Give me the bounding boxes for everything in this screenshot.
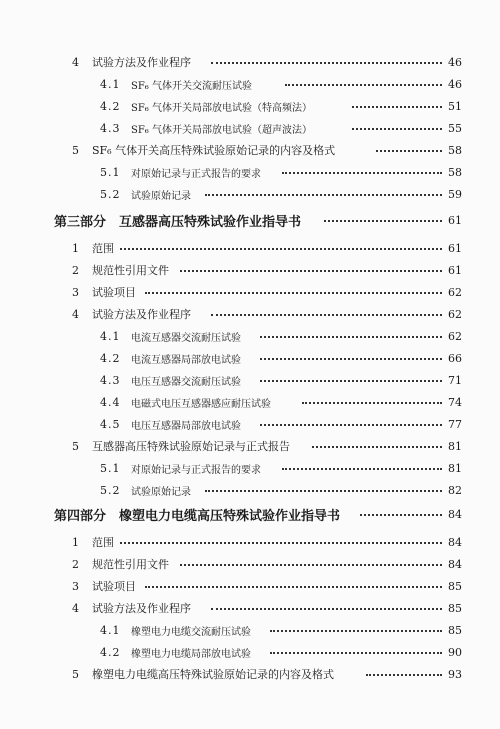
toc-entry [0,480,500,500]
part-heading [0,210,500,230]
dot-leader [205,192,442,196]
section-title: 对原始记录与正式报告的要求 [131,464,261,476]
page-number: 81 [448,439,462,453]
toc-entry [0,96,500,116]
dot-leader [120,540,442,544]
toc-entry [0,184,500,204]
toc-entry [0,436,500,456]
section-number: 4.3 [100,121,121,135]
section-number: 5 [72,667,79,681]
page-number: 46 [448,77,462,91]
dot-leader [120,246,442,250]
section-number: 5 [72,143,79,157]
section-number: 4.3 [100,373,121,387]
section-number: 3 [72,285,79,299]
dot-leader [360,512,442,516]
dot-leader [270,628,442,632]
page-number: 61 [448,263,462,277]
dot-leader [352,104,442,108]
section-number: 4 [72,601,79,615]
page-number: 84 [448,557,462,571]
page-number: 81 [448,461,462,475]
dot-leader [211,60,442,64]
page-number: 51 [448,99,462,113]
section-title: 电流互感器交流耐压试验 [131,332,241,344]
section-title: 橡塑电力电缆高压特殊试验原始记录的内容及格式 [92,668,334,681]
dot-leader [302,400,442,404]
dot-leader [282,466,442,470]
toc-entry [0,458,500,478]
section-number: 5.2 [100,483,121,497]
dot-leader [180,268,442,272]
dot-leader [270,650,442,654]
part-title: 第三部分 互感器高压特殊试验作业指导书 [54,214,302,230]
dot-leader [312,444,442,448]
toc-entry [0,370,500,390]
section-title: SF₆ 气体开关局部放电试验（超声波法） [131,124,312,136]
page-number: 62 [448,329,462,343]
dot-leader [324,218,442,222]
toc-entry [0,554,500,574]
page-number: 58 [448,143,462,157]
section-title: 规范性引用文件 [92,558,169,571]
section-number: 4.4 [100,395,121,409]
toc-entry [0,392,500,412]
dot-leader [180,562,442,566]
section-title: 试验方法及作业程序 [92,308,191,321]
section-title: SF₆ 气体开关高压特殊试验原始记录的内容及格式 [92,144,336,157]
page-number: 93 [448,667,462,681]
dot-leader [211,312,442,316]
section-number: 4 [72,307,79,321]
page-number: 82 [448,483,462,497]
toc-entry [0,118,500,138]
toc-entry [0,620,500,640]
toc-entry [0,642,500,662]
section-title: 电流互感器局部放电试验 [131,354,241,366]
toc-entry [0,664,500,684]
section-title: 橡塑电力电缆局部放电试验 [131,648,251,660]
page-number: 55 [448,121,462,135]
page-number: 59 [448,187,462,201]
section-number: 2 [72,557,79,571]
page-number: 85 [448,623,462,637]
section-title: 试验项目 [92,580,136,593]
toc-entry [0,414,500,434]
dot-leader [260,334,442,338]
page-number: 66 [448,351,462,365]
page-number: 46 [448,55,462,69]
toc-entry [0,348,500,368]
section-number: 5.1 [100,461,121,475]
dot-leader [285,82,442,86]
toc-entry [0,282,500,302]
page-number: 71 [448,373,462,387]
dot-leader [260,356,442,360]
section-number: 1 [72,241,79,255]
section-number: 5.2 [100,187,121,201]
page-number: 62 [448,285,462,299]
toc-entry [0,74,500,94]
section-number: 4.1 [100,623,121,637]
toc-entry [0,162,500,182]
section-number: 1 [72,535,79,549]
dot-leader [282,170,442,174]
dot-leader [211,606,442,610]
section-number: 2 [72,263,79,277]
toc-entry [0,576,500,596]
page-number: 74 [448,395,462,409]
section-number: 4.2 [100,99,121,113]
dot-leader [260,378,442,382]
section-title: SF₆ 气体开关局部放电试验（特高频法） [131,102,312,114]
page-number: 84 [448,507,462,521]
page-number: 61 [448,213,462,227]
section-title: 试验方法及作业程序 [92,56,191,69]
part-title: 第四部分 橡塑电力电缆高压特殊试验作业指导书 [54,508,341,524]
section-number: 4 [72,55,79,69]
dot-leader [260,422,442,426]
section-number: 4.2 [100,351,121,365]
page-number: 85 [448,601,462,615]
toc-entry [0,326,500,346]
dot-leader [376,148,442,152]
toc-entry [0,598,500,618]
section-title: 电压互感器交流耐压试验 [131,376,241,388]
section-number: 5 [72,439,79,453]
page-number: 62 [448,307,462,321]
page-number: 58 [448,165,462,179]
toc-entry [0,238,500,258]
section-title: 电磁式电压互感器感应耐压试验 [131,398,271,410]
page-number: 77 [448,417,462,431]
toc-entry [0,140,500,160]
section-title: SF₆ 气体开关交流耐压试验 [131,80,252,92]
section-number: 4.5 [100,417,121,431]
section-title: 范围 [92,536,114,549]
toc-entry [0,260,500,280]
section-number: 4.1 [100,77,121,91]
toc-entry [0,532,500,552]
section-title: 电压互感器局部放电试验 [131,420,241,432]
section-title: 规范性引用文件 [92,264,169,277]
dot-leader [145,290,442,294]
section-title: 对原始记录与正式报告的要求 [131,168,261,180]
dot-leader [366,672,442,676]
section-title: 试验项目 [92,286,136,299]
dot-leader [352,126,442,130]
section-title: 试验原始记录 [131,190,191,202]
section-title: 橡塑电力电缆交流耐压试验 [131,626,251,638]
dot-leader [205,488,442,492]
page-number: 90 [448,645,462,659]
page-number: 61 [448,241,462,255]
section-title: 试验方法及作业程序 [92,602,191,615]
section-title: 试验原始记录 [131,486,191,498]
section-number: 5.1 [100,165,121,179]
toc-entry [0,52,500,72]
part-heading [0,504,500,524]
page-number: 84 [448,535,462,549]
page-number: 85 [448,579,462,593]
section-title: 互感器高压特殊试验原始记录与正式报告 [92,440,290,453]
section-title: 范围 [92,242,114,255]
section-number: 4.2 [100,645,121,659]
section-number: 4.1 [100,329,121,343]
section-number: 3 [72,579,79,593]
dot-leader [145,584,442,588]
toc-entry [0,304,500,324]
